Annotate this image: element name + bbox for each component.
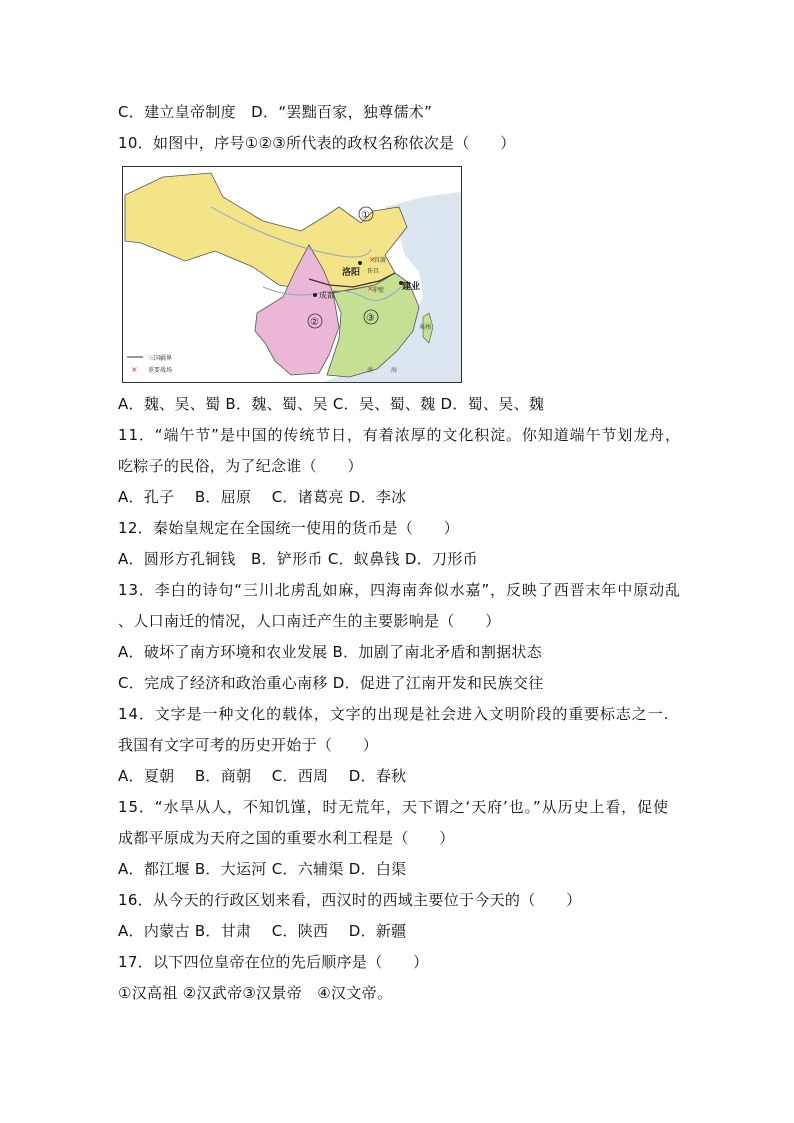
q13-stem-1: 13．李白的诗句“三川北虏乱如麻，四海南奔似水嘉”，反映了西晋末年中原动乱: [118, 581, 681, 599]
map-label-nan: 南: [367, 367, 374, 374]
map-label-hai: 海: [391, 367, 398, 374]
q9-options-cd: C．建立皇帝制度 D．“罢黜百家，独尊儒术”: [118, 103, 433, 121]
q13-stem-2: 、人口南迁的情况，人口南迁产生的主要影响是（ ）: [118, 612, 501, 630]
q14-stem-2: 我国有文字可考的历史开始于（ ）: [118, 736, 379, 754]
map-label-yizhou: 夷州: [419, 324, 432, 331]
q14-stem-1: 14．文字是一种文化的载体，文字的出现是社会进入文明阶段的重要标志之一.: [118, 705, 670, 723]
q17-stem: 17．以下四位皇帝在位的先后顺序是（ ）: [118, 953, 429, 971]
q11-options: A．孔子 B．屈原 C．诸葛亮 D．李冰: [118, 488, 407, 506]
map-legend-boundary: 三国疆界: [148, 355, 173, 362]
q15-stem-2: 成都平原成为天府之国的重要水利工程是（ ）: [118, 829, 455, 847]
map-label-1: ①: [361, 210, 370, 221]
map-city-chengdu: 成都: [319, 291, 335, 300]
q14-options: A．夏朝 B．商朝 C．西周 D．春秋: [118, 767, 407, 785]
map-city-xuchang: 许昌: [367, 268, 380, 275]
svg-text:×: ×: [131, 365, 138, 374]
map-battle-guandu-mark: ×: [369, 255, 376, 264]
q10-stem: 10．如图中，序号①②③所代表的政权名称依次是（ ）: [118, 134, 516, 152]
map-city-luoyang: 洛阳: [342, 268, 361, 278]
map-region-north: [125, 173, 407, 293]
map-legend-battle: 重要战场: [148, 367, 173, 374]
q12-stem: 12．秦始皇规定在全国统一使用的货币是（ ）: [118, 519, 459, 537]
three-kingdoms-map: [122, 166, 462, 383]
q11-stem-1: 11．“端午节”是中国的传统节日，有着浓厚的文化积淀。你知道端午节划龙舟，: [118, 426, 681, 444]
q16-stem: 16．从今天的行政区划来看，西汉时的西域主要位于今天的（ ）: [118, 891, 582, 909]
q17-items: ①汉高祖 ②汉武帝③汉景帝 ④汉文帝。: [118, 984, 393, 1002]
map-label-3: ③: [366, 313, 375, 324]
q10-options: A．魏、吴、蜀 B．魏、蜀、吴 C．吴、蜀、魏 D．蜀、吴、魏: [118, 395, 545, 413]
q13-options-cd: C．完成了经济和政治重心南移 D．促进了江南开发和民族交往: [118, 674, 544, 692]
q13-options-ab: A．破坏了南方环境和农业发展 B．加剧了南北矛盾和割据状态: [118, 643, 543, 661]
q15-options: A．都江堰 B．大运河 C．六辅渠 D．白渠: [118, 860, 407, 878]
map-city-chibi: 赤壁: [372, 287, 385, 294]
map-city-guandu: 官渡: [374, 257, 387, 264]
q12-options: A．圆形方孔铜钱 B．铲形币 C．蚁鼻钱 D．刀形币: [118, 550, 478, 568]
q11-stem-2: 吃粽子的民俗，为了纪念谁（ ）: [118, 457, 363, 475]
q15-stem-1: 15．“水旱从人，不知饥馑，时无荒年，天下谓之‘天府’也。”从历史上看，促使: [118, 798, 669, 816]
q16-options: A．内蒙古 B．甘肃 C．陕西 D．新疆: [118, 922, 407, 940]
map-battle-chibi-mark: ×: [367, 284, 374, 293]
map-label-2: ②: [310, 317, 319, 328]
map-city-jianye: 建业: [402, 282, 421, 292]
